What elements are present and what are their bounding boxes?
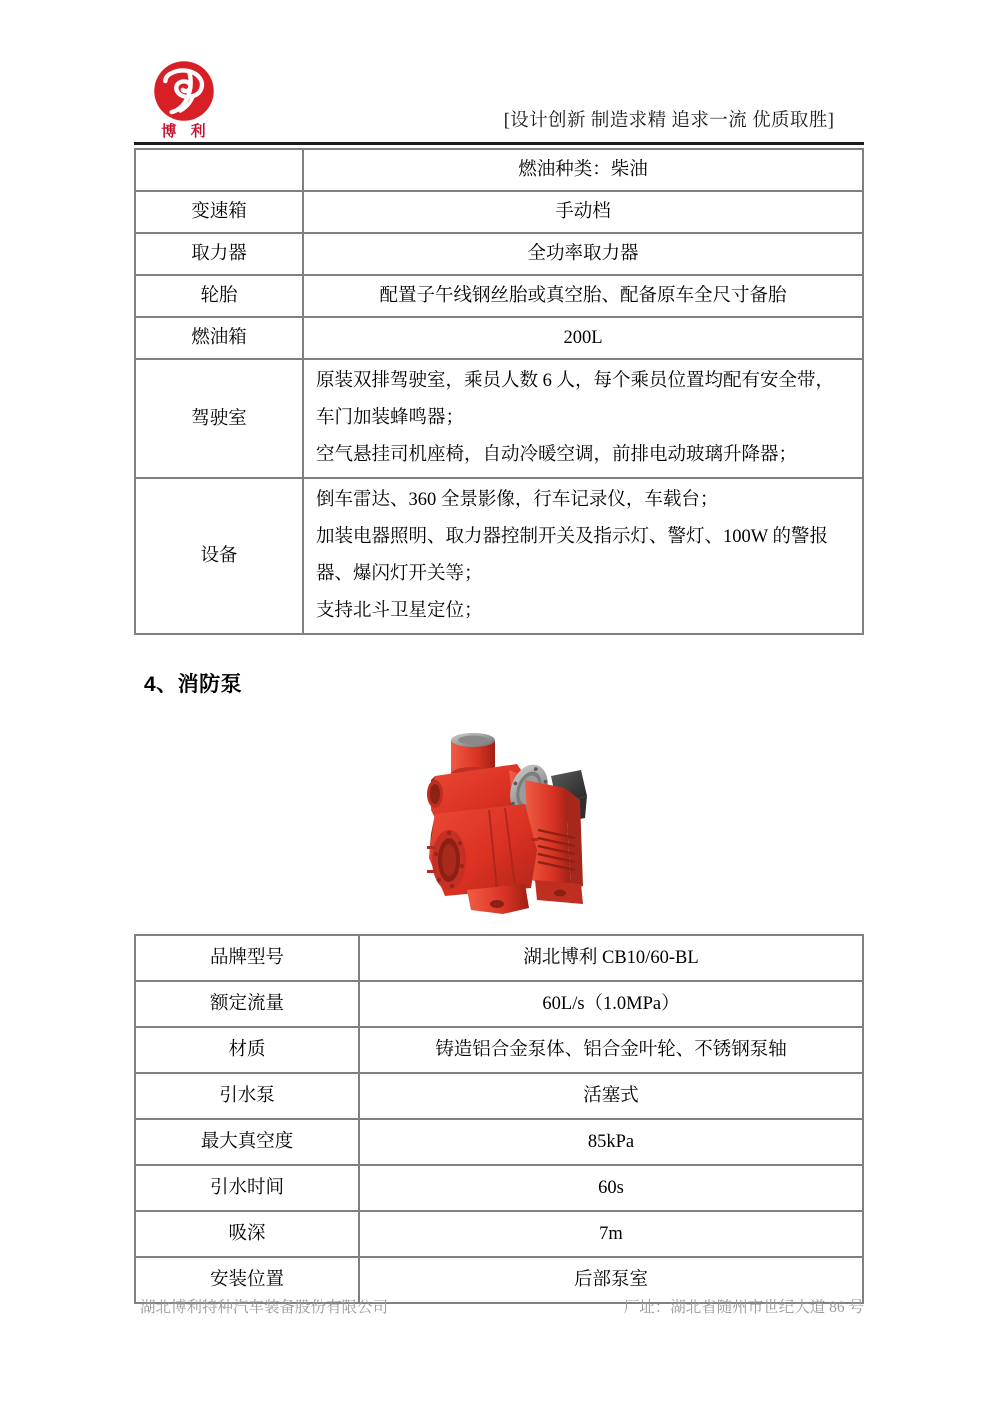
row-value: 活塞式 [359,1073,863,1119]
table-row [135,935,863,981]
boli-emblem-icon [153,60,215,122]
table-row [135,1165,863,1211]
row-value: 85kPa [359,1119,863,1165]
table-row [135,191,863,233]
table-row [135,1073,863,1119]
equipment-line: 支持北斗卫星定位； [316,601,483,621]
fire-pump-product-image [405,718,635,923]
page-footer [134,1296,864,1322]
row-value: 全功率取力器 [303,233,863,275]
table-row [135,317,863,359]
table-row-equipment [135,478,863,634]
row-label: 安装位置 [135,1257,359,1303]
cab-line: 原装双排驾驶室，乘员人数 6 人，每个乘员位置均配有安全带， [316,371,835,391]
table-row [135,233,863,275]
row-label: 取力器 [135,233,303,275]
row-value: 手动档 [303,191,863,233]
row-value: 燃油种类：柴油 [303,149,863,191]
table-row-cab [135,359,863,478]
footer-address: 厂址：湖北省随州市世纪大道 86 号 [623,1299,864,1316]
table-row [135,275,863,317]
row-value: 配置子午线钢丝胎或真空胎、配备原车全尺寸备胎 [303,275,863,317]
company-tagline: [设计创新 制造求精 追求一流 优质取胜] [503,111,835,131]
row-label: 变速箱 [135,191,303,233]
row-label: 驾驶室 [135,359,303,478]
table-row [135,1027,863,1073]
cab-line: 空气悬挂司机座椅，自动冷暖空调，前排电动玻璃升降器； [316,445,798,465]
row-value: 铸造铝合金泵体、铝合金叶轮、不锈钢泵轴 [359,1027,863,1073]
header-divider [134,142,864,145]
row-label: 最大真空度 [135,1119,359,1165]
table-row [135,149,863,191]
footer-company-name: 湖北博利特种汽车装备股份有限公司 [140,1299,389,1316]
row-label: 引水泵 [135,1073,359,1119]
section-heading-fire-pump: 4、消防泵 [144,673,243,696]
table-row [135,981,863,1027]
row-label: 额定流量 [135,981,359,1027]
row-value: 60s [359,1165,863,1211]
row-value: 后部泵室 [359,1257,863,1303]
pump-spec-table [134,934,864,1304]
row-label: 吸深 [135,1211,359,1257]
row-label: 品牌型号 [135,935,359,981]
row-label: 设备 [135,478,303,634]
row-label: 轮胎 [135,275,303,317]
row-value-multiline [303,478,863,634]
fire-pump-illustration-icon [405,718,635,923]
row-label: 材质 [135,1027,359,1073]
cab-line: 车门加装蜂鸣器； [316,408,465,428]
logo-brand-text: 博 利 [161,123,211,140]
vehicle-spec-table [134,148,864,635]
row-value: 200L [303,317,863,359]
page-header [134,58,864,142]
row-value: 60L/s（1.0MPa） [359,981,863,1027]
row-label: 燃油箱 [135,317,303,359]
row-value: 7m [359,1211,863,1257]
table-row [135,1119,863,1165]
equipment-line: 倒车雷达、360 全景影像，行车记录仪，车载台； [316,490,719,510]
company-logo [136,60,232,142]
row-value-multiline [303,359,863,478]
row-label [135,149,303,191]
equipment-line: 器、爆闪灯开关等； [316,564,483,584]
row-label: 引水时间 [135,1165,359,1211]
equipment-line: 加装电器照明、取力器控制开关及指示灯、警灯、100W 的警报 [316,527,829,547]
row-value: 湖北博利 CB10/60-BL [359,935,863,981]
table-row [135,1211,863,1257]
